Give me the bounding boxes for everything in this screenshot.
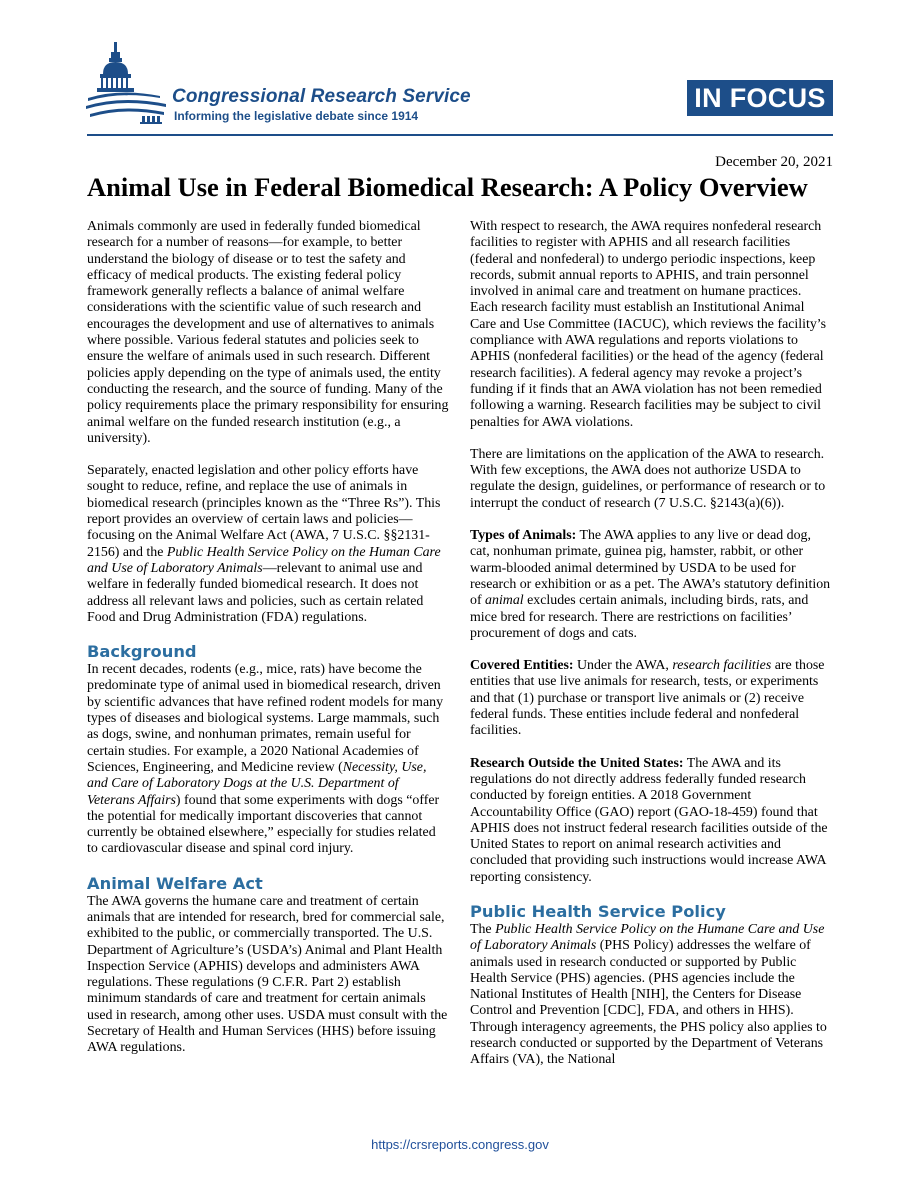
paragraph: Covered Entities: Under the AWA, research facilities are those entities that use live animals for research, tests, or experiments and that (1) purchase or transport live animals or (2) receive federal funds. These entities include federal and nonfederal facilities. [470, 658, 825, 739]
left-column [87, 219, 449, 1057]
org-name: Congressional Research Service [172, 86, 471, 107]
report-date: December 20, 2021 [715, 154, 833, 170]
italic-title: Necessity, Use, and Care of Laboratory Dogs at the U.S. Department of Veterans Affairs [87, 759, 427, 808]
paragraph: In recent decades, rodents (e.g., mice, rats) have become the predominate type of animal used in biomedical research, driven by scientific advances that have refined rodent models for many types of diseases and biological systems. Large mammals, such as dogs, swine, and nonhuman primates, remain useful for certain studies. For example, a 2020 National Academies of Sciences, Engineering, and Medicine review (Necessity, Use, and Care of Laboratory Dogs at the U.S. Department of Veterans Affairs) found that some experiments with dogs “offer the potential for medically important discoveries that cannot currently be obtained elsewhere,” especially for studies related to cardiovascular disease and spinal cord injury. [87, 662, 444, 857]
run-in-heading: Types of Animals: [470, 528, 577, 544]
header-rule [87, 134, 833, 136]
paragraph: The AWA governs the humane care and treatment of certain animals that are intended for research, bred for commercial sale, exhibited to the public, or commercially transported. The U.S. Department of Agriculture’s (USDA’s) Animal and Plant Health Inspection Service (APHIS) develops and administers AWA regulations. These regulations (9 C.F.R. Part 2) establish minimum standards of care and treatment for certain animals used in research, among other uses. USDA must consult with the Secretary of Health and Human Services (HHS) before issuing AWA regulations. [87, 893, 448, 1056]
footer-url-link[interactable]: https://crsreports.congress.gov [371, 1137, 549, 1152]
paragraph: Research Outside the United States: The AWA and its regulations do not directly address federally funded research conducted by foreign entities. A 2018 Government Accountability Office (GAO) report (GAO-18-459) found that APHIS does not instruct federal research facilities outside of the United States to report on animal research activities and concluded that providing such instructions would increase AWA reporting consistency. [470, 755, 828, 885]
paragraph: Separately, enacted legislation and other policy efforts have sought to reduce, refine, and replace the use of animals in biomedical research (principles known as the “Three Rs”). This report provides an overview of certain laws and policies—focusing on the Animal Welfare Act (AWA, 7 U.S.C. §§2131-2156) and the Public Health Service Policy on the Human Care and Use of Laboratory Animals—relevant to animal use and welfare in federally funded biomedical research. It does not address all relevant laws and policies, such as certain related Food and Drug Administration (FDA) regulations. [87, 463, 441, 625]
italic-title: Public Health Service Policy on the Humane Care and Use of Laboratory Animals [470, 921, 825, 954]
capitol-dome-logo-icon [86, 40, 170, 130]
org-tagline: Informing the legislative debate since 1914 [174, 109, 419, 123]
paragraph: With respect to research, the AWA requires nonfederal research facilities to register with APHIS and all research facilities (federal and nonfederal) to undergo periodic inspections, keep records, submit annual reports to APHIS, and train personnel involved in animal care and treatment on humane practices. Each research facility must establish an Institutional Animal Care and Use Committee (IACUC), which reviews the facility’s compliance with AWA regulations and reports violations to APHIS (nonfederal facilities) or the head of the agency (federal research facilities). A federal agency may revoke a project’s funding if it finds that an AWA violation has not been remedied following a warning. Research facilities may be subject to civil penalties for AWA violations. [470, 219, 827, 430]
section-heading-background: Background [87, 642, 197, 662]
page-title: Animal Use in Federal Biomedical Research: A Policy Overview [87, 172, 808, 202]
run-in-heading: Research Outside the United States: [470, 755, 684, 771]
paragraph: There are limitations on the application of the AWA to research. With few exceptions, the AWA does not authorize USDA to regulate the design, guidelines, or performance of research or to interrupt the conduct of research (7 U.S.C. §2143(a)(6)). [470, 446, 826, 511]
right-column [470, 219, 832, 1069]
paragraph: Types of Animals: The AWA applies to any live or dead dog, cat, nonhuman primate, guinea pig, hamster, rabbit, or other warm-blooded animal determined by USDA to be used for research or exhibition or as a pet. The AWA’s statutory definition of animal excludes certain animals, including birds, rats, and mice bred for research. There are restrictions on facilities’ procurement of dogs and cats. [470, 528, 831, 641]
report-header [0, 0, 920, 140]
paragraph: The Public Health Service Policy on the Humane Care and Use of Laboratory Animals (PHS Policy) addresses the welfare of animals used in research conducted or supported by Public Health Service (PHS) agencies. (PHS agencies include the National Institutes of Health [NIH], the Centers for Disease Control and Prevention [CDC], FDA, and others in HHS). Through interagency agreements, the PHS policy also applies to research conducted or supported by the Department of Veterans Affairs (VA), the National [470, 921, 827, 1068]
run-in-heading: Covered Entities: [470, 658, 574, 674]
paragraph: Animals commonly are used in federally funded biomedical research for a number of reasons—for example, to better understand the biology of disease or to test the safety and efficacy of medical products. The existing federal policy framework generally reflects a balance of animal welfare considerations with the scientific value of such research and encourages the development and use of alternatives to animals where possible. Various federal statutes and policies seek to ensure the welfare of animals used in such research. Different policies apply depending on the type of animals used, the entity conducting the research, and the source of funding. Many of the policy requirements place the primary responsibility for ensuring animal welfare on the funded research institution (e.g., a university). [87, 219, 449, 446]
section-heading-animal-welfare-act: Animal Welfare Act [87, 873, 263, 893]
section-heading-phs-policy: Public Health Service Policy [470, 901, 726, 921]
italic-title: Public Health Service Policy on the Human Care and Use of Laboratory Animals [87, 544, 441, 576]
in-focus-badge: IN FOCUS [687, 80, 833, 116]
